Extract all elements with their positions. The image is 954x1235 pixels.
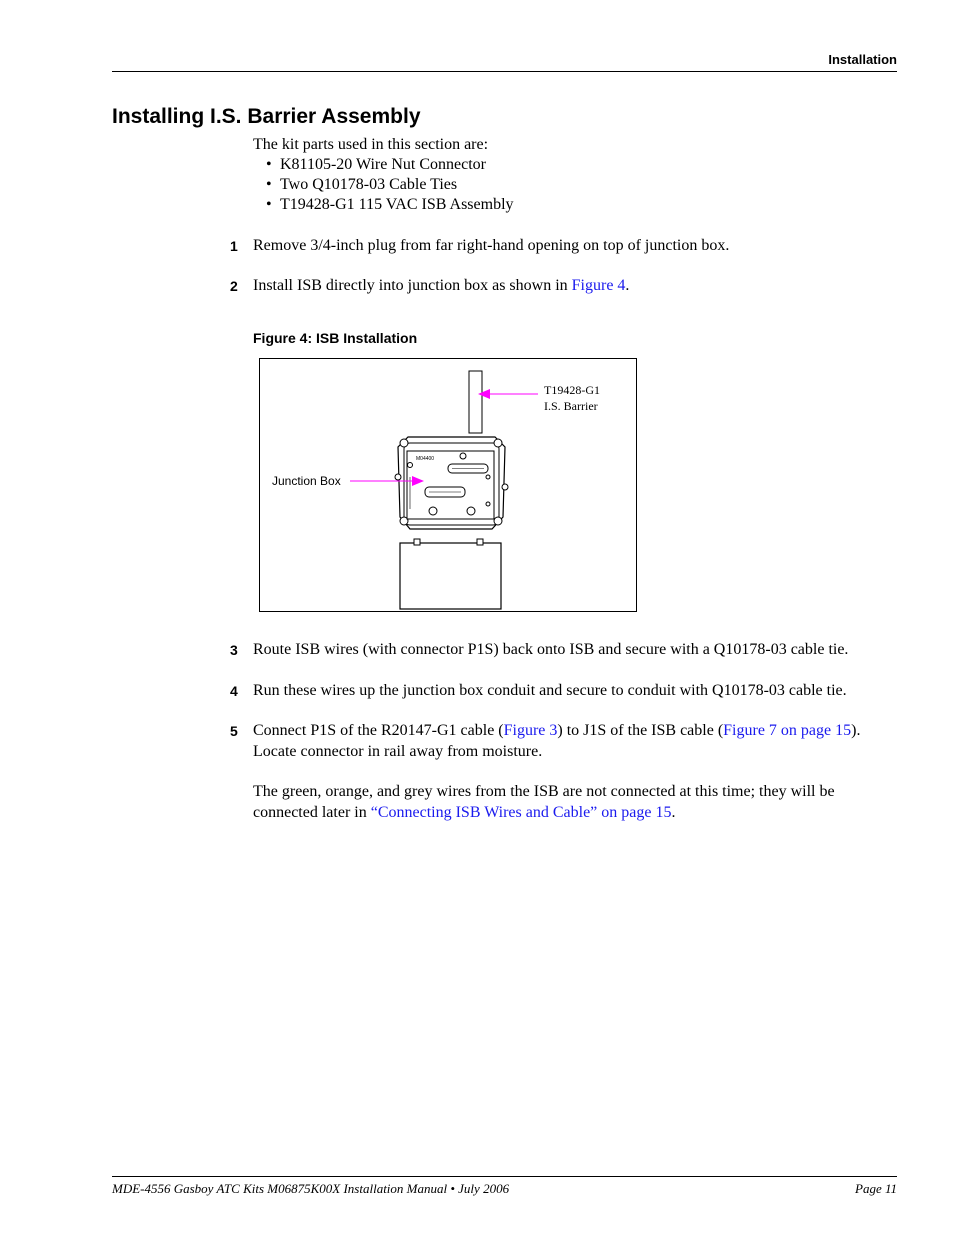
running-header: Installation <box>828 52 897 67</box>
step-4 <box>230 680 898 701</box>
figure-isb-installation <box>259 358 637 612</box>
step-text: Run these wires up the junction box conduit and secure to conduit with Q10178-03 cable tie. <box>253 682 847 699</box>
list-item: • Two Q10178-03 Cable Ties <box>266 175 514 195</box>
isb-callout-label: T19428-G1 I.S. Barrier <box>544 383 600 413</box>
figure-7-link[interactable]: Figure 7 on page 15 <box>723 722 852 739</box>
footer-document-title: MDE-4556 Gasboy ATC Kits M06875K00X Installation Manual • July 2006 <box>112 1181 510 1196</box>
step-number: 4 <box>230 683 238 699</box>
section-title: Installing I.S. Barrier Assembly <box>112 105 421 128</box>
plate-marking: M04400 <box>416 456 435 462</box>
step-2 <box>230 275 898 296</box>
step-text: Route ISB wires (with connector P1S) back onto ISB and secure with a Q10178-03 cable tie. <box>253 641 849 658</box>
header-rule <box>112 71 897 72</box>
step-text: Install ISB directly into junction box as shown in Figure 4. <box>253 277 630 294</box>
step-5 <box>230 720 898 823</box>
step-text: Connect P1S of the R20147-G1 cable (Figure 3) to J1S of the ISB cable (Figure 7 on page 15). Locate connector in rail away from moisture. <box>253 722 861 760</box>
figure-4-link[interactable]: Figure 4 <box>571 277 626 294</box>
connecting-isb-wires-link[interactable]: “Connecting ISB Wires and Cable” on page 15 <box>370 804 672 821</box>
step-number: 1 <box>230 238 238 254</box>
page-number: Page 11 <box>855 1181 897 1196</box>
list-item: • T19428-G1 115 VAC ISB Assembly <box>266 195 514 215</box>
junction-box-callout-label: Junction Box <box>272 474 341 488</box>
step-note: The green, orange, and grey wires from the ISB are not connected at this time; they will be connected later in “Connecting ISB Wires and Cable” on page 15. <box>253 783 835 821</box>
step-3 <box>230 639 898 660</box>
list-item: • K81105-20 Wire Nut Connector <box>266 155 514 175</box>
parts-intro: The kit parts used in this section are: <box>253 136 489 153</box>
step-number: 3 <box>230 642 238 658</box>
step-text: Remove 3/4-inch plug from far right-hand opening on top of junction box. <box>253 237 730 254</box>
step-number: 5 <box>230 723 238 739</box>
figure-3-link[interactable]: Figure 3 <box>503 722 558 739</box>
step-number: 2 <box>230 278 238 294</box>
parts-list <box>266 155 514 215</box>
step-1 <box>230 235 898 256</box>
figure-caption: Figure 4: ISB Installation <box>253 330 418 346</box>
footer-rule <box>112 1176 897 1177</box>
